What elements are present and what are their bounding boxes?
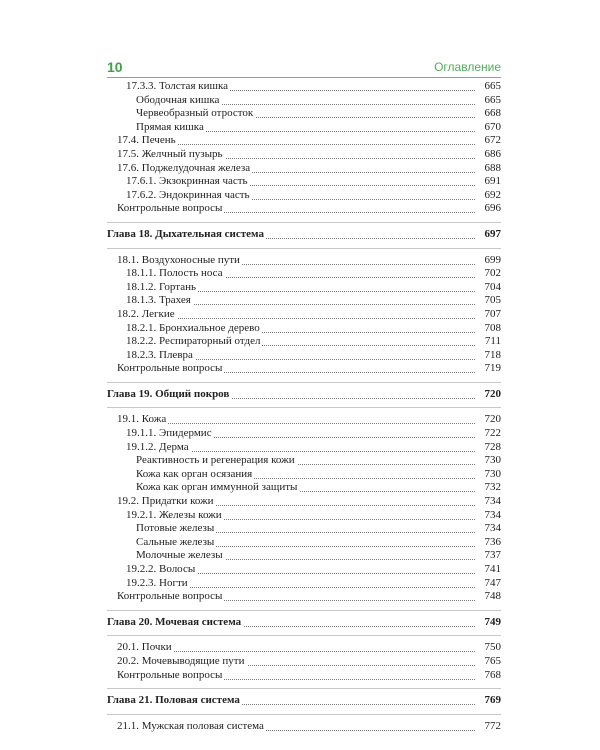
toc-entry-label: 18.2. Легкие xyxy=(117,307,175,320)
toc-entry-label: 20.1. Почки xyxy=(117,641,172,654)
toc-entry-page: 711 xyxy=(484,335,501,348)
toc-entry-page: 702 xyxy=(484,267,501,280)
chapter-separator xyxy=(107,242,501,254)
toc-entry-page: 741 xyxy=(484,563,501,575)
toc-entry-label: 18.1.2. Гортань xyxy=(126,280,196,293)
toc-entry-page: 722 xyxy=(484,427,501,440)
separator-line xyxy=(107,635,501,636)
toc-entry-page: 736 xyxy=(484,535,501,548)
toc-entry-label: 17.6. Поджелудочная железа xyxy=(117,161,251,174)
toc-entry[interactable] xyxy=(107,202,501,216)
page-number: 10 xyxy=(107,59,123,75)
toc-entry-label: 20.2. Мочевыводящие пути xyxy=(117,654,245,667)
toc-entry-label: 19.2.2. Волосы xyxy=(126,563,196,575)
toc-entry-label: Червеобразный отросток xyxy=(136,107,254,120)
toc-chapter-entry[interactable] xyxy=(107,388,501,402)
separator-line xyxy=(107,688,501,689)
toc-entry[interactable] xyxy=(107,549,501,563)
page-header xyxy=(107,59,501,75)
toc-entry-page: 665 xyxy=(484,80,501,92)
toc-entry-label: 17.6.1. Экзокринная часть xyxy=(126,175,248,188)
toc-entry[interactable] xyxy=(107,281,501,295)
toc-chapter-entry[interactable] xyxy=(107,228,501,242)
toc-entry-page: 747 xyxy=(484,576,501,589)
toc-entry-page: 665 xyxy=(484,93,501,106)
toc-entry-label: Глава 19. Общий покров xyxy=(107,387,230,400)
toc-entry-label: 19.1.2. Дерма xyxy=(126,440,189,453)
toc-entry-page: 728 xyxy=(484,440,501,453)
toc-entry-page: 672 xyxy=(484,134,501,147)
toc-entry[interactable] xyxy=(107,590,501,604)
toc-entry-page: 688 xyxy=(484,161,501,174)
toc-entry-page: 692 xyxy=(484,188,501,201)
toc-entry-page: 769 xyxy=(484,694,501,707)
toc-entry[interactable] xyxy=(107,322,501,336)
toc-entry[interactable] xyxy=(107,121,501,135)
separator-line xyxy=(107,222,501,223)
toc-chapter-entry[interactable] xyxy=(107,694,501,708)
separator-line xyxy=(107,248,501,249)
toc-entry-page: 732 xyxy=(484,481,501,494)
toc-entry-page: 696 xyxy=(484,202,501,215)
toc-entry-label: Молочные железы xyxy=(136,549,223,562)
toc-entry-label: 18.2.1. Бронхиальное дерево xyxy=(126,321,260,334)
chapter-separator xyxy=(107,216,501,228)
toc-entry-label: Глава 21. Половая система xyxy=(107,694,240,707)
toc-entry-page: 668 xyxy=(484,107,501,120)
toc-entry-label: 19.2.3. Ногти xyxy=(126,576,188,589)
toc-entry[interactable] xyxy=(107,522,501,536)
toc-entry-label: Контрольные вопросы xyxy=(117,590,223,603)
toc-entry[interactable] xyxy=(107,80,501,94)
toc-entry-page: 734 xyxy=(484,495,501,508)
toc-entry[interactable] xyxy=(107,454,501,468)
toc-entry-page: 720 xyxy=(484,413,501,426)
toc-entry-page: 719 xyxy=(484,362,501,375)
toc-entry-label: Глава 18. Дыхательная система xyxy=(107,227,264,240)
toc-entry[interactable] xyxy=(107,134,501,148)
toc-entry-page: 686 xyxy=(484,147,501,160)
toc-entry[interactable] xyxy=(107,481,501,495)
toc-entry[interactable] xyxy=(107,441,501,455)
toc-entry[interactable] xyxy=(107,294,501,308)
toc-entry-label: Сальные железы xyxy=(136,535,215,548)
toc-entry-page: 750 xyxy=(484,641,501,654)
toc-entry-page: 691 xyxy=(484,175,501,188)
toc-entry-label: 17.6.2. Эндокринная часть xyxy=(126,188,250,201)
toc-chapter-entry[interactable] xyxy=(107,616,501,630)
toc-entry-label: 18.2.3. Плевра xyxy=(126,348,193,361)
toc-entry[interactable] xyxy=(107,162,501,176)
toc-entry[interactable] xyxy=(107,641,501,655)
dot-leader xyxy=(117,413,475,424)
toc-entry[interactable] xyxy=(107,335,501,349)
toc-entry-label: Кожа как орган иммунной защиты xyxy=(136,481,298,494)
toc-entry-page: 768 xyxy=(484,668,501,681)
toc-entry-label: Глава 20. Мочевая система xyxy=(107,615,242,628)
toc-entry[interactable] xyxy=(107,175,501,189)
toc-entry-page: 772 xyxy=(484,719,501,732)
separator-line xyxy=(107,714,501,715)
toc-entry-page: 718 xyxy=(484,348,501,361)
separator-line xyxy=(107,382,501,383)
toc-entry-page: 730 xyxy=(484,454,501,467)
toc-entry-page: 707 xyxy=(484,307,501,320)
toc-entry-label: 19.1. Кожа xyxy=(117,413,167,426)
toc-entry-label: 19.1.1. Эпидермис xyxy=(126,427,212,440)
toc-entry[interactable] xyxy=(107,413,501,427)
toc-entry-page: 697 xyxy=(484,227,501,240)
toc-entry[interactable] xyxy=(107,148,501,162)
toc-entry-label: 18.1.1. Полость носа xyxy=(126,267,223,280)
toc-entry-label: Потовые железы xyxy=(136,522,215,535)
toc-entry[interactable] xyxy=(107,563,501,577)
toc-entry[interactable] xyxy=(107,362,501,376)
chapter-separator xyxy=(107,376,501,388)
toc-entry-page: 765 xyxy=(484,654,501,667)
toc-entry-page: 734 xyxy=(484,508,501,521)
toc-entry-page: 704 xyxy=(484,280,501,293)
toc-entry[interactable] xyxy=(107,267,501,281)
toc-entry-page: 720 xyxy=(484,387,501,400)
toc-entry[interactable] xyxy=(107,577,501,591)
toc-entry-label: Прямая кишка xyxy=(136,120,204,133)
toc-entry[interactable] xyxy=(107,94,501,108)
toc-entry-label: Контрольные вопросы xyxy=(117,202,223,215)
toc-entry-page: 737 xyxy=(484,549,501,562)
toc-entry[interactable] xyxy=(107,349,501,363)
chapter-separator xyxy=(107,401,501,413)
toc-entry-page: 670 xyxy=(484,120,501,133)
toc-entry-label: Ободочная кишка xyxy=(136,93,220,106)
toc-entry-label: Реактивность и регенерация кожи xyxy=(136,454,295,467)
toc-entry-page: 705 xyxy=(484,294,501,307)
toc-entry-label: 19.2.1. Железы кожи xyxy=(126,508,222,521)
toc-entry-page: 730 xyxy=(484,467,501,480)
toc-entry[interactable] xyxy=(107,427,501,441)
header-rule xyxy=(107,77,501,78)
toc-entry-label: 17.3.3. Толстая кишка xyxy=(126,80,229,92)
toc-entry[interactable] xyxy=(107,308,501,322)
toc-entry-label: Контрольные вопросы xyxy=(117,362,223,375)
chapter-separator xyxy=(107,682,501,694)
toc-entry-label: 17.5. Желчный пузырь xyxy=(117,147,223,160)
toc-entry[interactable] xyxy=(107,509,501,523)
chapter-separator xyxy=(107,629,501,641)
toc-entry[interactable] xyxy=(107,189,501,203)
toc-entry[interactable] xyxy=(107,720,501,734)
toc-entry-label: 18.1.3. Трахея xyxy=(126,294,191,307)
toc-entry[interactable] xyxy=(107,495,501,509)
toc-entry-label: 19.2. Придатки кожи xyxy=(117,495,214,508)
separator-line xyxy=(107,407,501,408)
toc-entry[interactable] xyxy=(107,536,501,550)
toc-entry[interactable] xyxy=(107,655,501,669)
running-title: Оглавление xyxy=(434,60,501,74)
toc-entry-page: 708 xyxy=(484,321,501,334)
separator-line xyxy=(107,610,501,611)
chapter-separator xyxy=(107,708,501,720)
table-of-contents xyxy=(107,80,501,733)
toc-entry[interactable] xyxy=(107,254,501,268)
chapter-separator xyxy=(107,604,501,616)
toc-entry-label: 18.1. Воздухоносные пути xyxy=(117,253,240,266)
toc-entry-label: 18.2.2. Респираторный отдел xyxy=(126,335,261,348)
toc-entry-page: 699 xyxy=(484,253,501,266)
toc-entry[interactable] xyxy=(107,107,501,121)
toc-entry-page: 734 xyxy=(484,522,501,535)
toc-entry-page: 749 xyxy=(484,615,501,628)
toc-entry-label: Контрольные вопросы xyxy=(117,668,223,681)
toc-entry-label: Кожа как орган осязания xyxy=(136,467,253,480)
toc-entry-page: 748 xyxy=(484,590,501,603)
toc-entry[interactable] xyxy=(107,669,501,683)
toc-entry-label: 17.4. Печень xyxy=(117,134,176,147)
toc-entry[interactable] xyxy=(107,468,501,482)
toc-entry-label: 21.1. Мужская половая система xyxy=(117,719,264,732)
